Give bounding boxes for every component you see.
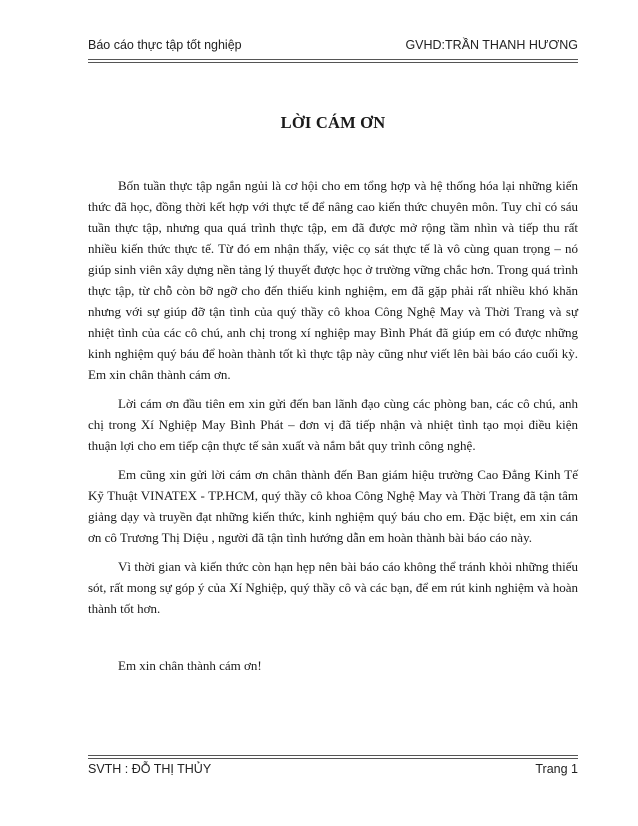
header-advisor: GVHD:TRẦN THANH HƯƠNG [405,38,578,52]
closing-line: Em xin chân thành cám ơn! [118,658,262,673]
page-title: LỜI CÁM ƠN [280,113,386,132]
header-divider [88,59,578,63]
paragraph-4: Vì thời gian và kiến thức còn hạn hẹp nên bài báo cáo không thể tránh khỏi những thiếu sót, rất mong sự góp ý của Xí Nghiệp, quý thầy cô và các bạn, để em rút kinh nghiệm và hoàn thành tốt hơn. [88,559,578,616]
footer-divider [88,755,578,759]
page-footer [88,762,578,780]
document-body [88,175,578,684]
paragraph-3: Em cũng xin gửi lời cám ơn chân thành đến Ban giám hiệu trường Cao Đẳng Kinh Tế Kỹ Thuật VINATEX - TP.HCM, quý thầy cô khoa Công Nghệ May và Thời Trang đã tận tâm giảng dạy và truyền đạt những kiến thức, kinh nghiệm quý báu cho em. Đặc biệt, em xin cán ơn cô Trương Thị Diệu , người đã tận tình hướng dẫn em hoàn thành bài báo cáo này. [88,467,578,545]
page-header [88,38,578,56]
footer-student: SVTH : ĐỖ THỊ THỦY [88,762,212,776]
paragraph-2: Lời cám ơn đầu tiên em xin gửi đến ban lãnh đạo cùng các phòng ban, các cô chú, anh chị trong Xí Nghiệp May Bình Phát – đơn vị đã tiếp nhận và nhiệt tình tạo mọi điều kiện thuận lợi cho em tiếp cận thực tế sản xuất và nắm bắt quy trình công nghệ. [88,396,578,453]
paragraph-1: Bốn tuần thực tập ngắn ngủi là cơ hội cho em tổng hợp và hệ thống hóa lại những kiến thức đã học, đồng thời kết hợp với thực tế để nâng cao kiến thức chuyên môn. Tuy chỉ có sáu tuần thực tập, nhưng qua quá trình thực tập, em đã được mở rộng tầm nhìn và tiếp thu rất nhiều kiến thức thực tế. Từ đó em nhận thấy, việc cọ sát thực tế là vô cùng quan trọng – nó giúp sinh viên xây dựng nền tảng lý thuyết được học ở trường vững chắc hơn. Trong quá trình thực tập, từ chỗ còn bỡ ngỡ cho đến thiếu kinh nghiệm, em đã gặp phải rất nhiều khó khăn nhưng với sự giúp đỡ tận tình của quý thầy cô khoa Công Nghệ May và Thời Trang và sự nhiệt tình của các cô chú, anh chị trong xí nghiệp may Bình Phát đã giúp em có được những kinh nghiệm quý báu để hoàn thành tốt kì thực tập này cũng như viết lên bài báo cáo cuối kỳ. Em xin chân thành cám ơn. [88,178,578,382]
footer-page-number: Trang 1 [535,762,578,776]
header-report-title: Báo cáo thực tập tốt nghiệp [88,38,242,52]
